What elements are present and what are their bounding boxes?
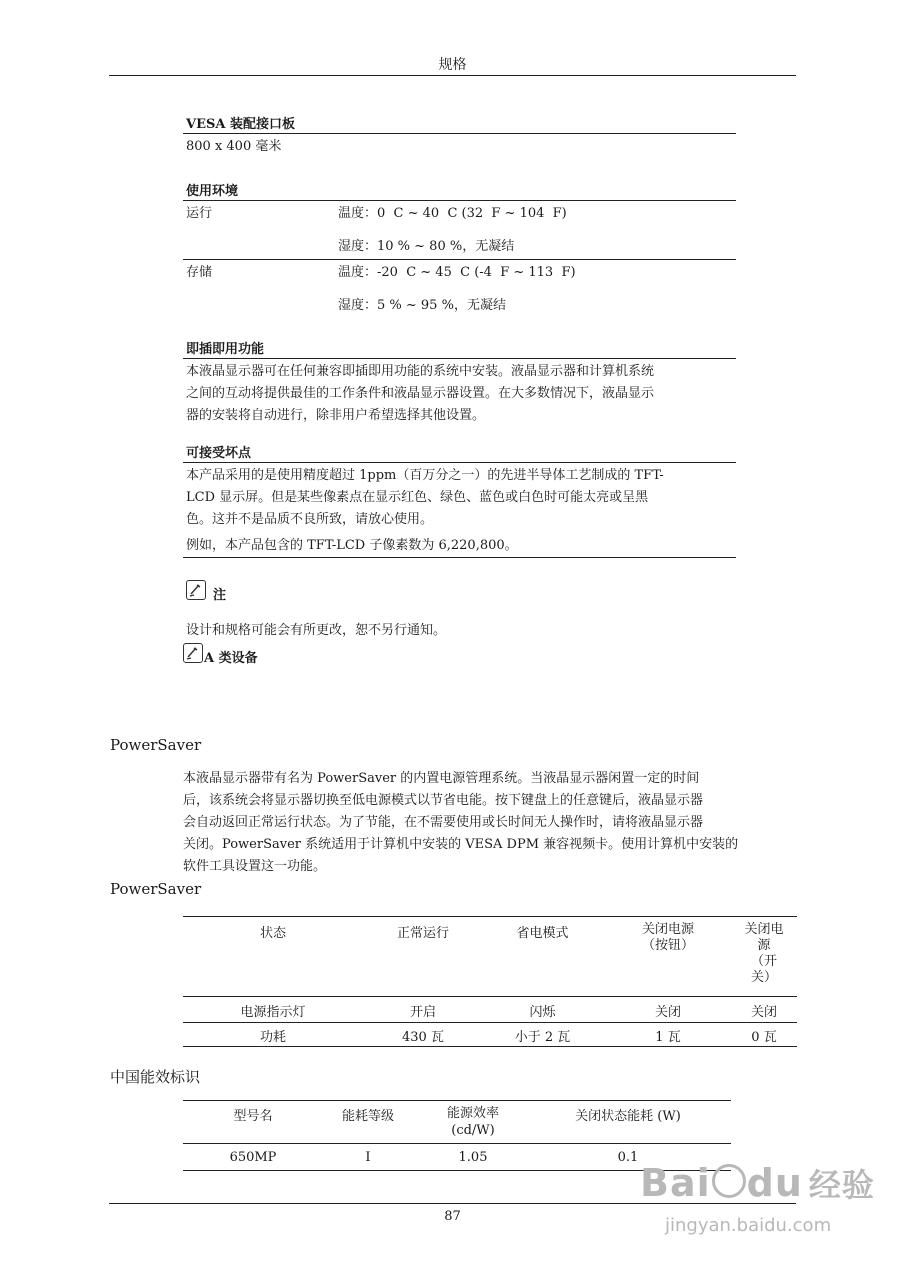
table-row: 功耗 430 瓦 小于 2 瓦 1 瓦 0 瓦: [259, 1030, 777, 1045]
storage-humidity: 湿度：5 % ~ 95 %，无凝结: [338, 298, 506, 313]
pixels-text: 本产品采用的是使用精度超过 1ppm（百万分之一）的先进半导体工艺制成的 TFT- LCD 显示屏。但是某些像素点在显示红色、绿色、蓝色或白色时可能太亮或呈黑 色。这并不是品质不良所致，请放心使用。: [186, 468, 664, 527]
energy-header-model: 型号名: [233, 1109, 273, 1124]
ps-header-saving: 省电模式: [516, 926, 569, 941]
plug-play-title: 即插即用功能: [186, 342, 265, 357]
energy-header-standby: 关闭状态能耗 (W): [575, 1109, 681, 1124]
plug-play-text: 本液晶显示器可在任何兼容即插即用功能的系统中安装。液晶显示器和计算机系统 之间的互动将提供最佳的工作条件和液晶显示器设置。在大多数情况下，液晶显示 器的安装将自动进行，除非用户希望选择其他设置。: [186, 364, 655, 423]
vesa-rule: [183, 133, 736, 134]
energy-header-rule: [183, 1143, 731, 1144]
environment-rule: [183, 200, 736, 201]
page-header: 规格: [438, 57, 467, 73]
ps-header-status: 状态: [259, 926, 286, 941]
energy-top-rule: [183, 1100, 731, 1101]
note-label: 注: [213, 588, 227, 603]
storage-temperature: 温度：-20 C ~ 45 C (-4 F ~ 113 F): [338, 265, 576, 280]
pixels-example: 例如，本产品包含的 TFT-LCD 子像素数为 6,220,800。: [186, 538, 518, 553]
operating-label: 运行: [186, 206, 213, 221]
operating-humidity: 湿度：10 % ~ 80 %，无凝结: [338, 239, 515, 254]
pixels-title: 可接受坏点: [186, 446, 252, 461]
powersaver-text: 本液晶显示器带有名为 PowerSaver 的内置电源管理系统。当液晶显示器闲置一定的时间 后，该系统会将显示器切换至低电源模式以节省电能。按下键盘上的任意键后，液晶显示器 会自动返回正常运行状态。为了节能，在不需要使用或长时间无人操作时，请将液晶显示器 关闭。PowerSaver 系统适用于计算机中安装的 VESA DPM 兼容视频卡。使用计算机中安装的 软件工具设置这一功能。: [183, 771, 739, 874]
ps-header-off-button: 关闭电源 （按钮）: [641, 922, 694, 953]
operating-temperature: 温度：0 C ~ 40 C (32 F ~ 104 F): [338, 206, 567, 221]
ps-header-normal: 正常运行: [396, 926, 449, 941]
pixels-rule: [183, 462, 736, 463]
powersaver-title: PowerSaver: [110, 736, 202, 754]
page-number: 87: [444, 1209, 461, 1224]
vesa-title: VESA 装配接口板: [186, 117, 295, 132]
vesa-value: 800 x 400 毫米: [186, 139, 282, 154]
energy-header-efficiency: 能源效率 (cd/W): [446, 1106, 499, 1138]
environment-row-rule: [183, 259, 736, 260]
environment-title: 使用环境: [186, 184, 239, 199]
energy-title: 中国能效标识: [110, 1068, 201, 1086]
paw-icon: [712, 1164, 746, 1198]
ps-table-bottom-rule: [183, 1046, 797, 1047]
class-a-icon: [183, 643, 203, 663]
note-text: 设计和规格可能会有所更改，恕不另行通知。: [186, 623, 447, 638]
table-row: 电源指示灯 开启 闪烁 关闭 关闭: [240, 1005, 777, 1020]
header-rule: [109, 75, 796, 76]
note-icon: [186, 580, 206, 600]
energy-header-grade: 能耗等级: [341, 1109, 394, 1124]
ps-table-row-rule: [183, 1022, 797, 1023]
baidu-watermark-url: jingyan.baidu.com: [665, 1215, 832, 1236]
class-a-label: A 类设备: [204, 651, 258, 666]
plug-play-rule: [183, 358, 736, 359]
powersaver-table-title: PowerSaver: [110, 880, 202, 898]
energy-header: [183, 1105, 731, 1145]
ps-table-header-rule: [183, 996, 797, 997]
table-row: 650MP I 1.05 0.1: [229, 1150, 639, 1165]
baidu-watermark-logo: Bai du 经验: [640, 1161, 875, 1205]
pixels-end-rule: [183, 557, 736, 558]
storage-label: 存储: [186, 265, 213, 280]
ps-table-top-rule: [183, 916, 797, 917]
ps-header-off-switch: 关闭电 源 （开 关）: [744, 922, 784, 985]
ps-table-header: [183, 922, 797, 994]
